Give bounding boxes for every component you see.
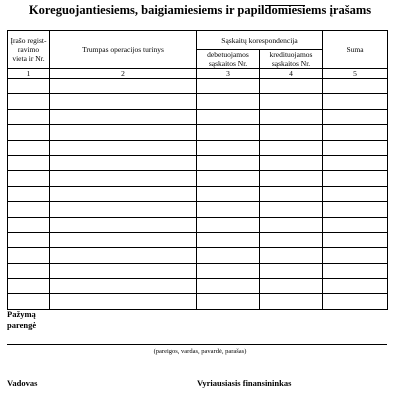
table-row	[8, 79, 388, 94]
table-cell	[50, 279, 197, 294]
table-cell	[260, 248, 323, 263]
table-cell	[50, 294, 197, 309]
table-cell	[197, 171, 260, 186]
header-operation: Trumpas operacijos turinys	[50, 31, 197, 69]
table-cell	[260, 140, 323, 155]
table-cell	[8, 186, 50, 201]
table-row	[8, 294, 388, 309]
table-cell	[197, 140, 260, 155]
table-cell	[260, 263, 323, 278]
header-record-place-line1: Įrašo regist-	[10, 36, 47, 45]
table-row	[8, 202, 388, 217]
table-cell	[260, 279, 323, 294]
header-debit-line2: sąskaitos Nr.	[208, 59, 248, 68]
table-cell	[260, 125, 323, 140]
header-record-place	[8, 31, 50, 69]
table-cell	[197, 263, 260, 278]
table-cell	[260, 232, 323, 247]
table-cell	[260, 186, 323, 201]
table-cell	[323, 232, 388, 247]
table-cell	[8, 294, 50, 309]
table-cell	[197, 94, 260, 109]
table-cell	[197, 232, 260, 247]
table-cell	[323, 263, 388, 278]
table-row	[8, 248, 388, 263]
table-cell	[323, 79, 388, 94]
table-cell	[8, 248, 50, 263]
chief-financier-label: Vyriausiasis finansininkas	[197, 378, 292, 388]
table-cell	[197, 125, 260, 140]
table-cell	[8, 109, 50, 124]
table-cell	[260, 109, 323, 124]
prepared-by-label	[7, 309, 36, 331]
table-row	[8, 232, 388, 247]
table-cell	[50, 171, 197, 186]
header-record-place-line2: ravimo	[17, 45, 40, 54]
table-cell	[323, 155, 388, 170]
table-row	[8, 155, 388, 170]
table-cell	[197, 202, 260, 217]
table-cell	[50, 79, 197, 94]
table-cell	[323, 202, 388, 217]
table-cell	[8, 94, 50, 109]
table-cell	[50, 125, 197, 140]
column-number-row	[8, 69, 388, 79]
prepared-by-line2: parengė	[7, 320, 37, 330]
table-cell	[260, 155, 323, 170]
table-row	[8, 140, 388, 155]
header-correspondence: Sąskaitų korespondencija	[197, 31, 323, 50]
prepared-by-line1: Pažymą	[7, 309, 36, 319]
table-cell	[197, 217, 260, 232]
table-cell	[323, 94, 388, 109]
header-credit-line2: sąskaitos Nr.	[271, 59, 311, 68]
table-cell	[8, 171, 50, 186]
table-row	[8, 217, 388, 232]
table-cell	[50, 202, 197, 217]
table-cell	[323, 294, 388, 309]
table-row	[8, 279, 388, 294]
director-label: Vadovas	[7, 378, 38, 388]
table-cell	[8, 140, 50, 155]
table-cell	[8, 232, 50, 247]
column-number-5: 5	[323, 69, 388, 79]
table-cell	[197, 248, 260, 263]
table-row	[8, 263, 388, 278]
table-cell	[50, 94, 197, 109]
table-cell	[323, 217, 388, 232]
table-row	[8, 109, 388, 124]
table-cell	[323, 140, 388, 155]
table-cell	[260, 79, 323, 94]
signature-line	[7, 344, 387, 345]
table-cell	[197, 155, 260, 170]
table-cell	[197, 79, 260, 94]
table-row	[8, 94, 388, 109]
table-cell	[50, 140, 197, 155]
table-body	[8, 79, 388, 310]
table-cell	[8, 263, 50, 278]
column-number-3: 3	[197, 69, 260, 79]
table-cell	[50, 155, 197, 170]
table-cell	[50, 217, 197, 232]
table-header-row	[8, 31, 388, 50]
signature-caption: (pareigos, vardas, pavardė, parašas)	[153, 348, 247, 355]
header-debit-line1: debetuojamos	[207, 50, 249, 59]
header-debit	[197, 50, 260, 69]
table-cell	[323, 125, 388, 140]
table-row	[8, 125, 388, 140]
table-row	[8, 186, 388, 201]
table-cell	[323, 109, 388, 124]
table-cell	[260, 94, 323, 109]
table-row	[8, 171, 388, 186]
table-cell	[323, 279, 388, 294]
column-number-1: 1	[8, 69, 50, 79]
table-cell	[197, 186, 260, 201]
table-cell	[8, 79, 50, 94]
table-cell	[323, 248, 388, 263]
column-number-4: 4	[260, 69, 323, 79]
table-cell	[260, 171, 323, 186]
column-number-2: 2	[50, 69, 197, 79]
table-cell	[8, 279, 50, 294]
table-cell	[50, 186, 197, 201]
table-cell	[260, 202, 323, 217]
table-cell	[197, 279, 260, 294]
table-cell	[50, 263, 197, 278]
table-cell	[323, 171, 388, 186]
table-cell	[260, 217, 323, 232]
header-sum: Suma	[323, 31, 388, 69]
table-cell	[50, 232, 197, 247]
header-credit	[260, 50, 323, 69]
table-cell	[50, 109, 197, 124]
table-cell	[8, 125, 50, 140]
header-record-place-line3: vieta ir Nr.	[12, 54, 45, 63]
document-title: Koreguojantiesiems, baigiamiesiems ir papildomiesiems įrašams	[28, 3, 372, 17]
table-cell	[8, 155, 50, 170]
table-cell	[323, 186, 388, 201]
header-credit-line1: kredituojamos	[269, 50, 313, 59]
entries-table	[7, 30, 388, 310]
table-cell	[260, 294, 323, 309]
table-cell	[8, 217, 50, 232]
table-cell	[8, 202, 50, 217]
table-cell	[197, 294, 260, 309]
table-cell	[50, 248, 197, 263]
table-cell	[197, 109, 260, 124]
